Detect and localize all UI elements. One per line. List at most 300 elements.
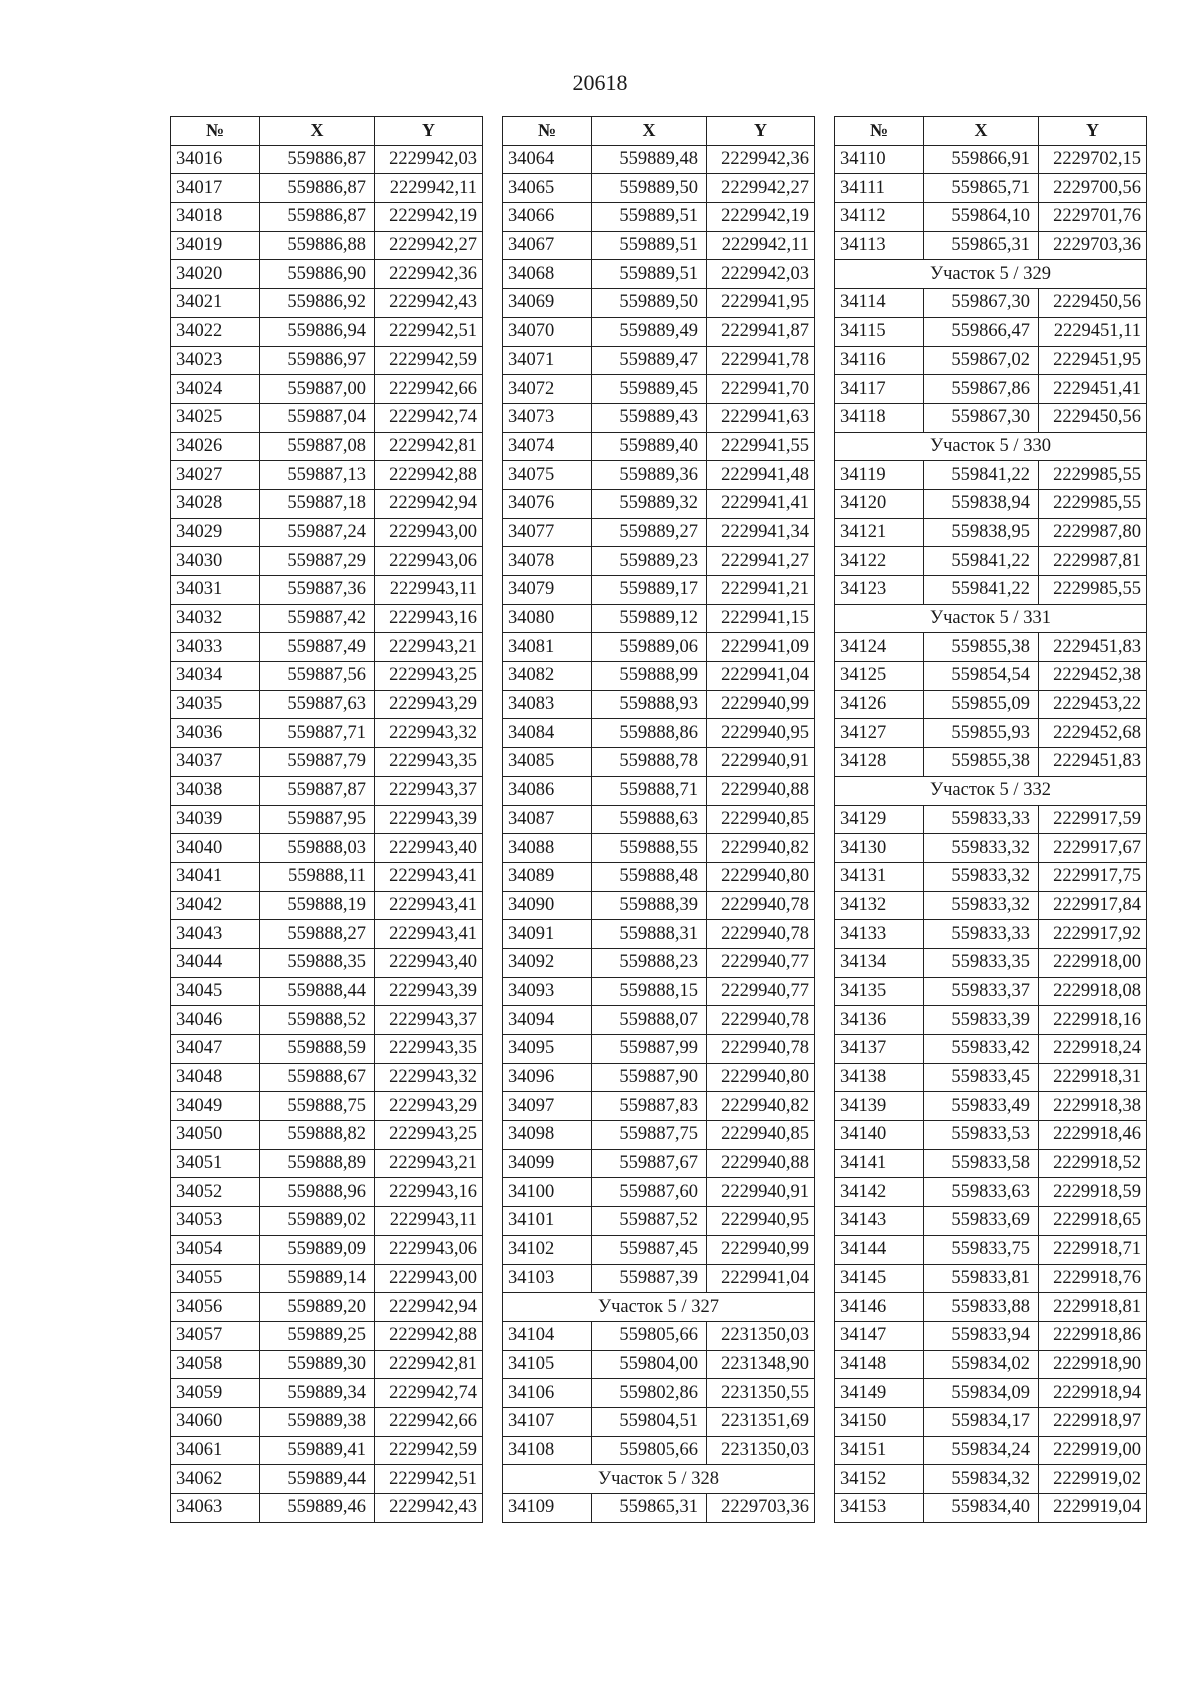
- y-coordinate-cell: 2229940,91: [707, 1178, 815, 1207]
- point-number-cell: 34055: [171, 1264, 260, 1293]
- x-coordinate-cell: 559889,06: [592, 633, 707, 662]
- point-number-cell: 34030: [171, 547, 260, 576]
- table-row: [835, 1407, 1147, 1436]
- x-coordinate-cell: 559886,92: [260, 289, 375, 318]
- point-number-cell: 34115: [835, 317, 924, 346]
- y-coordinate-cell: 2229942,19: [375, 203, 483, 232]
- y-coordinate-cell: 2229941,78: [707, 346, 815, 375]
- y-coordinate-cell: 2229918,46: [1039, 1121, 1147, 1150]
- table-row: [171, 948, 483, 977]
- point-number-cell: 34036: [171, 719, 260, 748]
- y-coordinate-cell: 2229940,78: [707, 1006, 815, 1035]
- table-row: [171, 1264, 483, 1293]
- point-number-cell: 34045: [171, 977, 260, 1006]
- section-title: Участок 5 / 330: [835, 432, 1147, 461]
- table-row: [171, 547, 483, 576]
- table-row: [171, 1494, 483, 1523]
- point-number-cell: 34113: [835, 231, 924, 260]
- coordinate-table-2: [502, 116, 815, 1523]
- y-coordinate-cell: 2229941,09: [707, 633, 815, 662]
- x-coordinate-cell: 559887,00: [260, 375, 375, 404]
- y-coordinate-cell: 2229942,11: [375, 174, 483, 203]
- x-coordinate-cell: 559887,08: [260, 432, 375, 461]
- point-number-cell: 34018: [171, 203, 260, 232]
- column-header-number: №: [171, 117, 260, 146]
- table-row: [835, 690, 1147, 719]
- table-row: [835, 920, 1147, 949]
- point-number-cell: 34094: [503, 1006, 592, 1035]
- table-row: [171, 203, 483, 232]
- x-coordinate-cell: 559804,51: [592, 1407, 707, 1436]
- x-coordinate-cell: 559889,25: [260, 1321, 375, 1350]
- point-number-cell: 34124: [835, 633, 924, 662]
- point-number-cell: 34153: [835, 1494, 924, 1523]
- y-coordinate-cell: 2229985,55: [1039, 461, 1147, 490]
- point-number-cell: 34111: [835, 174, 924, 203]
- y-coordinate-cell: 2229942,94: [375, 1293, 483, 1322]
- x-coordinate-cell: 559889,30: [260, 1350, 375, 1379]
- point-number-cell: 34152: [835, 1465, 924, 1494]
- x-coordinate-cell: 559887,29: [260, 547, 375, 576]
- point-number-cell: 34091: [503, 920, 592, 949]
- y-coordinate-cell: 2229941,87: [707, 317, 815, 346]
- table-row: [503, 231, 815, 260]
- y-coordinate-cell: 2229940,95: [707, 1207, 815, 1236]
- point-number-cell: 34114: [835, 289, 924, 318]
- y-coordinate-cell: 2229942,59: [375, 1436, 483, 1465]
- point-number-cell: 34085: [503, 748, 592, 777]
- x-coordinate-cell: 559888,55: [592, 834, 707, 863]
- x-coordinate-cell: 559889,34: [260, 1379, 375, 1408]
- point-number-cell: 34138: [835, 1063, 924, 1092]
- y-coordinate-cell: 2229943,11: [375, 576, 483, 605]
- table-row: [835, 547, 1147, 576]
- point-number-cell: 34128: [835, 748, 924, 777]
- y-coordinate-cell: 2231351,69: [707, 1407, 815, 1436]
- table-row: [503, 977, 815, 1006]
- x-coordinate-cell: 559887,42: [260, 604, 375, 633]
- x-coordinate-cell: 559833,33: [924, 920, 1039, 949]
- table-row: [171, 633, 483, 662]
- table-row: [171, 1350, 483, 1379]
- x-coordinate-cell: 559833,58: [924, 1149, 1039, 1178]
- point-number-cell: 34090: [503, 891, 592, 920]
- table-row: [835, 662, 1147, 691]
- point-number-cell: 34083: [503, 690, 592, 719]
- point-number-cell: 34101: [503, 1207, 592, 1236]
- section-row: [503, 1293, 815, 1322]
- y-coordinate-cell: 2229702,15: [1039, 145, 1147, 174]
- table-row: [503, 891, 815, 920]
- table-row: [171, 1321, 483, 1350]
- y-coordinate-cell: 2229942,43: [375, 1494, 483, 1523]
- y-coordinate-cell: 2229942,51: [375, 1465, 483, 1494]
- x-coordinate-cell: 559838,95: [924, 518, 1039, 547]
- point-number-cell: 34107: [503, 1407, 592, 1436]
- x-coordinate-cell: 559833,94: [924, 1321, 1039, 1350]
- point-number-cell: 34147: [835, 1321, 924, 1350]
- point-number-cell: 34038: [171, 776, 260, 805]
- y-coordinate-cell: 2229918,81: [1039, 1293, 1147, 1322]
- x-coordinate-cell: 559855,93: [924, 719, 1039, 748]
- y-coordinate-cell: 2229451,41: [1039, 375, 1147, 404]
- x-coordinate-cell: 559887,87: [260, 776, 375, 805]
- y-coordinate-cell: 2229943,37: [375, 1006, 483, 1035]
- y-coordinate-cell: 2229940,88: [707, 1149, 815, 1178]
- x-coordinate-cell: 559887,99: [592, 1035, 707, 1064]
- y-coordinate-cell: 2229919,02: [1039, 1465, 1147, 1494]
- x-coordinate-cell: 559833,75: [924, 1235, 1039, 1264]
- point-number-cell: 34070: [503, 317, 592, 346]
- y-coordinate-cell: 2229940,91: [707, 748, 815, 777]
- table-row: [835, 1235, 1147, 1264]
- point-number-cell: 34067: [503, 231, 592, 260]
- x-coordinate-cell: 559889,51: [592, 203, 707, 232]
- y-coordinate-cell: 2229941,04: [707, 662, 815, 691]
- point-number-cell: 34028: [171, 489, 260, 518]
- point-number-cell: 34044: [171, 948, 260, 977]
- x-coordinate-cell: 559833,35: [924, 948, 1039, 977]
- x-coordinate-cell: 559888,63: [592, 805, 707, 834]
- point-number-cell: 34125: [835, 662, 924, 691]
- x-coordinate-cell: 559888,59: [260, 1035, 375, 1064]
- point-number-cell: 34110: [835, 145, 924, 174]
- point-number-cell: 34039: [171, 805, 260, 834]
- table-row: [835, 576, 1147, 605]
- table-row: [171, 1235, 483, 1264]
- coordinate-table-3: [834, 116, 1147, 1523]
- table-row: [503, 1350, 815, 1379]
- y-coordinate-cell: 2229985,55: [1039, 576, 1147, 605]
- y-coordinate-cell: 2229917,84: [1039, 891, 1147, 920]
- x-coordinate-cell: 559887,90: [592, 1063, 707, 1092]
- x-coordinate-cell: 559833,45: [924, 1063, 1039, 1092]
- point-number-cell: 34123: [835, 576, 924, 605]
- y-coordinate-cell: 2229942,66: [375, 375, 483, 404]
- y-coordinate-cell: 2229943,00: [375, 518, 483, 547]
- table-row: [503, 1494, 815, 1523]
- table-row: [171, 375, 483, 404]
- point-number-cell: 34088: [503, 834, 592, 863]
- y-coordinate-cell: 2229918,94: [1039, 1379, 1147, 1408]
- y-coordinate-cell: 2229943,35: [375, 748, 483, 777]
- table-row: [171, 231, 483, 260]
- y-coordinate-cell: 2229943,25: [375, 662, 483, 691]
- x-coordinate-cell: 559889,41: [260, 1436, 375, 1465]
- y-coordinate-cell: 2229918,86: [1039, 1321, 1147, 1350]
- x-coordinate-cell: 559886,94: [260, 317, 375, 346]
- point-number-cell: 34146: [835, 1293, 924, 1322]
- y-coordinate-cell: 2229941,63: [707, 403, 815, 432]
- y-coordinate-cell: 2229451,83: [1039, 633, 1147, 662]
- table-row: [171, 748, 483, 777]
- x-coordinate-cell: 559886,87: [260, 145, 375, 174]
- y-coordinate-cell: 2229918,16: [1039, 1006, 1147, 1035]
- point-number-cell: 34097: [503, 1092, 592, 1121]
- point-number-cell: 34072: [503, 375, 592, 404]
- point-number-cell: 34074: [503, 432, 592, 461]
- y-coordinate-cell: 2229701,76: [1039, 203, 1147, 232]
- point-number-cell: 34133: [835, 920, 924, 949]
- x-coordinate-cell: 559833,69: [924, 1207, 1039, 1236]
- y-coordinate-cell: 2229918,76: [1039, 1264, 1147, 1293]
- point-number-cell: 34061: [171, 1436, 260, 1465]
- y-coordinate-cell: 2229941,55: [707, 432, 815, 461]
- table-row: [503, 719, 815, 748]
- table-row: [171, 1006, 483, 1035]
- table-row: [171, 1035, 483, 1064]
- y-coordinate-cell: 2229942,27: [375, 231, 483, 260]
- y-coordinate-cell: 2229940,78: [707, 920, 815, 949]
- x-coordinate-cell: 559886,97: [260, 346, 375, 375]
- page-number: 20618: [572, 70, 628, 95]
- y-coordinate-cell: 2229942,94: [375, 489, 483, 518]
- point-number-cell: 34103: [503, 1264, 592, 1293]
- table-row: [835, 1035, 1147, 1064]
- table-row: [835, 1293, 1147, 1322]
- y-coordinate-cell: 2229943,32: [375, 719, 483, 748]
- table-row: [503, 1121, 815, 1150]
- point-number-cell: 34025: [171, 403, 260, 432]
- table-row: [835, 1350, 1147, 1379]
- table-row: [503, 604, 815, 633]
- table-row: [171, 489, 483, 518]
- y-coordinate-cell: 2229941,41: [707, 489, 815, 518]
- table-row: [835, 174, 1147, 203]
- y-coordinate-cell: 2229918,59: [1039, 1178, 1147, 1207]
- point-number-cell: 34066: [503, 203, 592, 232]
- y-coordinate-cell: 2229940,85: [707, 1121, 815, 1150]
- table-row: [503, 633, 815, 662]
- point-number-cell: 34127: [835, 719, 924, 748]
- table-row: [503, 690, 815, 719]
- y-coordinate-cell: 2229942,11: [707, 231, 815, 260]
- y-coordinate-cell: 2229943,06: [375, 547, 483, 576]
- point-number-cell: 34081: [503, 633, 592, 662]
- y-coordinate-cell: 2229940,99: [707, 690, 815, 719]
- x-coordinate-cell: 559886,88: [260, 231, 375, 260]
- y-coordinate-cell: 2229940,80: [707, 862, 815, 891]
- table-row: [503, 1092, 815, 1121]
- y-coordinate-cell: 2229942,81: [375, 1350, 483, 1379]
- x-coordinate-cell: 559833,32: [924, 862, 1039, 891]
- point-number-cell: 34042: [171, 891, 260, 920]
- x-coordinate-cell: 559887,75: [592, 1121, 707, 1150]
- x-coordinate-cell: 559889,14: [260, 1264, 375, 1293]
- point-number-cell: 34064: [503, 145, 592, 174]
- table-row: [503, 776, 815, 805]
- table-row: [171, 403, 483, 432]
- point-number-cell: 34046: [171, 1006, 260, 1035]
- y-coordinate-cell: 2229918,65: [1039, 1207, 1147, 1236]
- point-number-cell: 34106: [503, 1379, 592, 1408]
- y-coordinate-cell: 2229942,74: [375, 1379, 483, 1408]
- table-row: [171, 662, 483, 691]
- point-number-cell: 34016: [171, 145, 260, 174]
- x-coordinate-cell: 559888,93: [592, 690, 707, 719]
- column-header-number: №: [503, 117, 592, 146]
- x-coordinate-cell: 559887,04: [260, 403, 375, 432]
- table-row: [835, 862, 1147, 891]
- point-number-cell: 34118: [835, 403, 924, 432]
- x-coordinate-cell: 559887,36: [260, 576, 375, 605]
- y-coordinate-cell: 2231350,03: [707, 1436, 815, 1465]
- table-row: [503, 1235, 815, 1264]
- column-header-x: X: [924, 117, 1039, 146]
- y-coordinate-cell: 2229941,34: [707, 518, 815, 547]
- y-coordinate-cell: 2229943,11: [375, 1207, 483, 1236]
- table-row: [835, 891, 1147, 920]
- table-row: [503, 289, 815, 318]
- point-number-cell: 34080: [503, 604, 592, 633]
- x-coordinate-cell: 559889,36: [592, 461, 707, 490]
- point-number-cell: 34084: [503, 719, 592, 748]
- section-title: Участок 5 / 329: [835, 260, 1147, 289]
- section-row: [835, 432, 1147, 461]
- point-number-cell: 34098: [503, 1121, 592, 1150]
- table-row: [503, 1264, 815, 1293]
- y-coordinate-cell: 2229703,36: [707, 1494, 815, 1523]
- y-coordinate-cell: 2229451,11: [1039, 317, 1147, 346]
- point-number-cell: 34027: [171, 461, 260, 490]
- table-row: [503, 489, 815, 518]
- table-row: [503, 174, 815, 203]
- table-row: [835, 1178, 1147, 1207]
- table-row: [835, 375, 1147, 404]
- x-coordinate-cell: 559887,67: [592, 1149, 707, 1178]
- x-coordinate-cell: 559886,87: [260, 203, 375, 232]
- y-coordinate-cell: 2229940,78: [707, 891, 815, 920]
- y-coordinate-cell: 2229452,38: [1039, 662, 1147, 691]
- column-header-x: X: [592, 117, 707, 146]
- table-row: [503, 1149, 815, 1178]
- y-coordinate-cell: 2229700,56: [1039, 174, 1147, 203]
- table-row: [503, 1063, 815, 1092]
- y-coordinate-cell: 2231350,03: [707, 1321, 815, 1350]
- y-coordinate-cell: 2229943,35: [375, 1035, 483, 1064]
- x-coordinate-cell: 559833,88: [924, 1293, 1039, 1322]
- point-number-cell: 34137: [835, 1035, 924, 1064]
- point-number-cell: 34033: [171, 633, 260, 662]
- table-row: [171, 977, 483, 1006]
- table-row: [503, 518, 815, 547]
- point-number-cell: 34120: [835, 489, 924, 518]
- y-coordinate-cell: 2229919,04: [1039, 1494, 1147, 1523]
- y-coordinate-cell: 2229943,29: [375, 1092, 483, 1121]
- x-coordinate-cell: 559833,39: [924, 1006, 1039, 1035]
- x-coordinate-cell: 559887,24: [260, 518, 375, 547]
- table-row: [171, 1149, 483, 1178]
- x-coordinate-cell: 559867,02: [924, 346, 1039, 375]
- table-row: [835, 1063, 1147, 1092]
- x-coordinate-cell: 559833,33: [924, 805, 1039, 834]
- table-row: [503, 1178, 815, 1207]
- table-row: [503, 1407, 815, 1436]
- y-coordinate-cell: 2229918,24: [1039, 1035, 1147, 1064]
- y-coordinate-cell: 2229943,39: [375, 977, 483, 1006]
- table-row: [171, 1293, 483, 1322]
- x-coordinate-cell: 559805,66: [592, 1436, 707, 1465]
- x-coordinate-cell: 559888,27: [260, 920, 375, 949]
- point-number-cell: 34086: [503, 776, 592, 805]
- point-number-cell: 34063: [171, 1494, 260, 1523]
- table-row: [171, 1063, 483, 1092]
- x-coordinate-cell: 559886,90: [260, 260, 375, 289]
- table-header-row: [171, 117, 483, 146]
- x-coordinate-cell: 559841,22: [924, 576, 1039, 605]
- y-coordinate-cell: 2229942,66: [375, 1407, 483, 1436]
- table-row: [835, 948, 1147, 977]
- point-number-cell: 34140: [835, 1121, 924, 1150]
- table-row: [171, 920, 483, 949]
- table-row: [835, 346, 1147, 375]
- point-number-cell: 34108: [503, 1436, 592, 1465]
- point-number-cell: 34102: [503, 1235, 592, 1264]
- y-coordinate-cell: 2229940,78: [707, 1035, 815, 1064]
- x-coordinate-cell: 559887,13: [260, 461, 375, 490]
- point-number-cell: 34104: [503, 1321, 592, 1350]
- y-coordinate-cell: 2229941,48: [707, 461, 815, 490]
- y-coordinate-cell: 2229941,27: [707, 547, 815, 576]
- y-coordinate-cell: 2231350,55: [707, 1379, 815, 1408]
- x-coordinate-cell: 559855,38: [924, 748, 1039, 777]
- x-coordinate-cell: 559889,20: [260, 1293, 375, 1322]
- y-coordinate-cell: 2229943,29: [375, 690, 483, 719]
- x-coordinate-cell: 559887,60: [592, 1178, 707, 1207]
- x-coordinate-cell: 559889,43: [592, 403, 707, 432]
- x-coordinate-cell: 559888,71: [592, 776, 707, 805]
- point-number-cell: 34069: [503, 289, 592, 318]
- y-coordinate-cell: 2229919,00: [1039, 1436, 1147, 1465]
- y-coordinate-cell: 2229943,41: [375, 891, 483, 920]
- y-coordinate-cell: 2229941,70: [707, 375, 815, 404]
- x-coordinate-cell: 559833,81: [924, 1264, 1039, 1293]
- section-row: [835, 604, 1147, 633]
- point-number-cell: 34143: [835, 1207, 924, 1236]
- y-coordinate-cell: 2229918,71: [1039, 1235, 1147, 1264]
- point-number-cell: 34122: [835, 547, 924, 576]
- x-coordinate-cell: 559889,02: [260, 1207, 375, 1236]
- point-number-cell: 34051: [171, 1149, 260, 1178]
- point-number-cell: 34035: [171, 690, 260, 719]
- table-row: [171, 891, 483, 920]
- x-coordinate-cell: 559867,30: [924, 289, 1039, 318]
- y-coordinate-cell: 2229940,95: [707, 719, 815, 748]
- x-coordinate-cell: 559889,09: [260, 1235, 375, 1264]
- x-coordinate-cell: 559833,37: [924, 977, 1039, 1006]
- table-row: [503, 547, 815, 576]
- column-header-y: Y: [707, 117, 815, 146]
- x-coordinate-cell: 559834,32: [924, 1465, 1039, 1494]
- table-row: [835, 805, 1147, 834]
- table-row: [503, 203, 815, 232]
- point-number-cell: 34043: [171, 920, 260, 949]
- point-number-cell: 34023: [171, 346, 260, 375]
- y-coordinate-cell: 2229940,99: [707, 1235, 815, 1264]
- table-row: [503, 1436, 815, 1465]
- table-row: [835, 1436, 1147, 1465]
- x-coordinate-cell: 559888,67: [260, 1063, 375, 1092]
- section-row: [835, 776, 1147, 805]
- point-number-cell: 34032: [171, 604, 260, 633]
- y-coordinate-cell: 2229943,21: [375, 1149, 483, 1178]
- point-number-cell: 34150: [835, 1407, 924, 1436]
- y-coordinate-cell: 2229943,40: [375, 834, 483, 863]
- table-row: [503, 145, 815, 174]
- table-row: [503, 1321, 815, 1350]
- y-coordinate-cell: 2229942,74: [375, 403, 483, 432]
- x-coordinate-cell: 559889,38: [260, 1407, 375, 1436]
